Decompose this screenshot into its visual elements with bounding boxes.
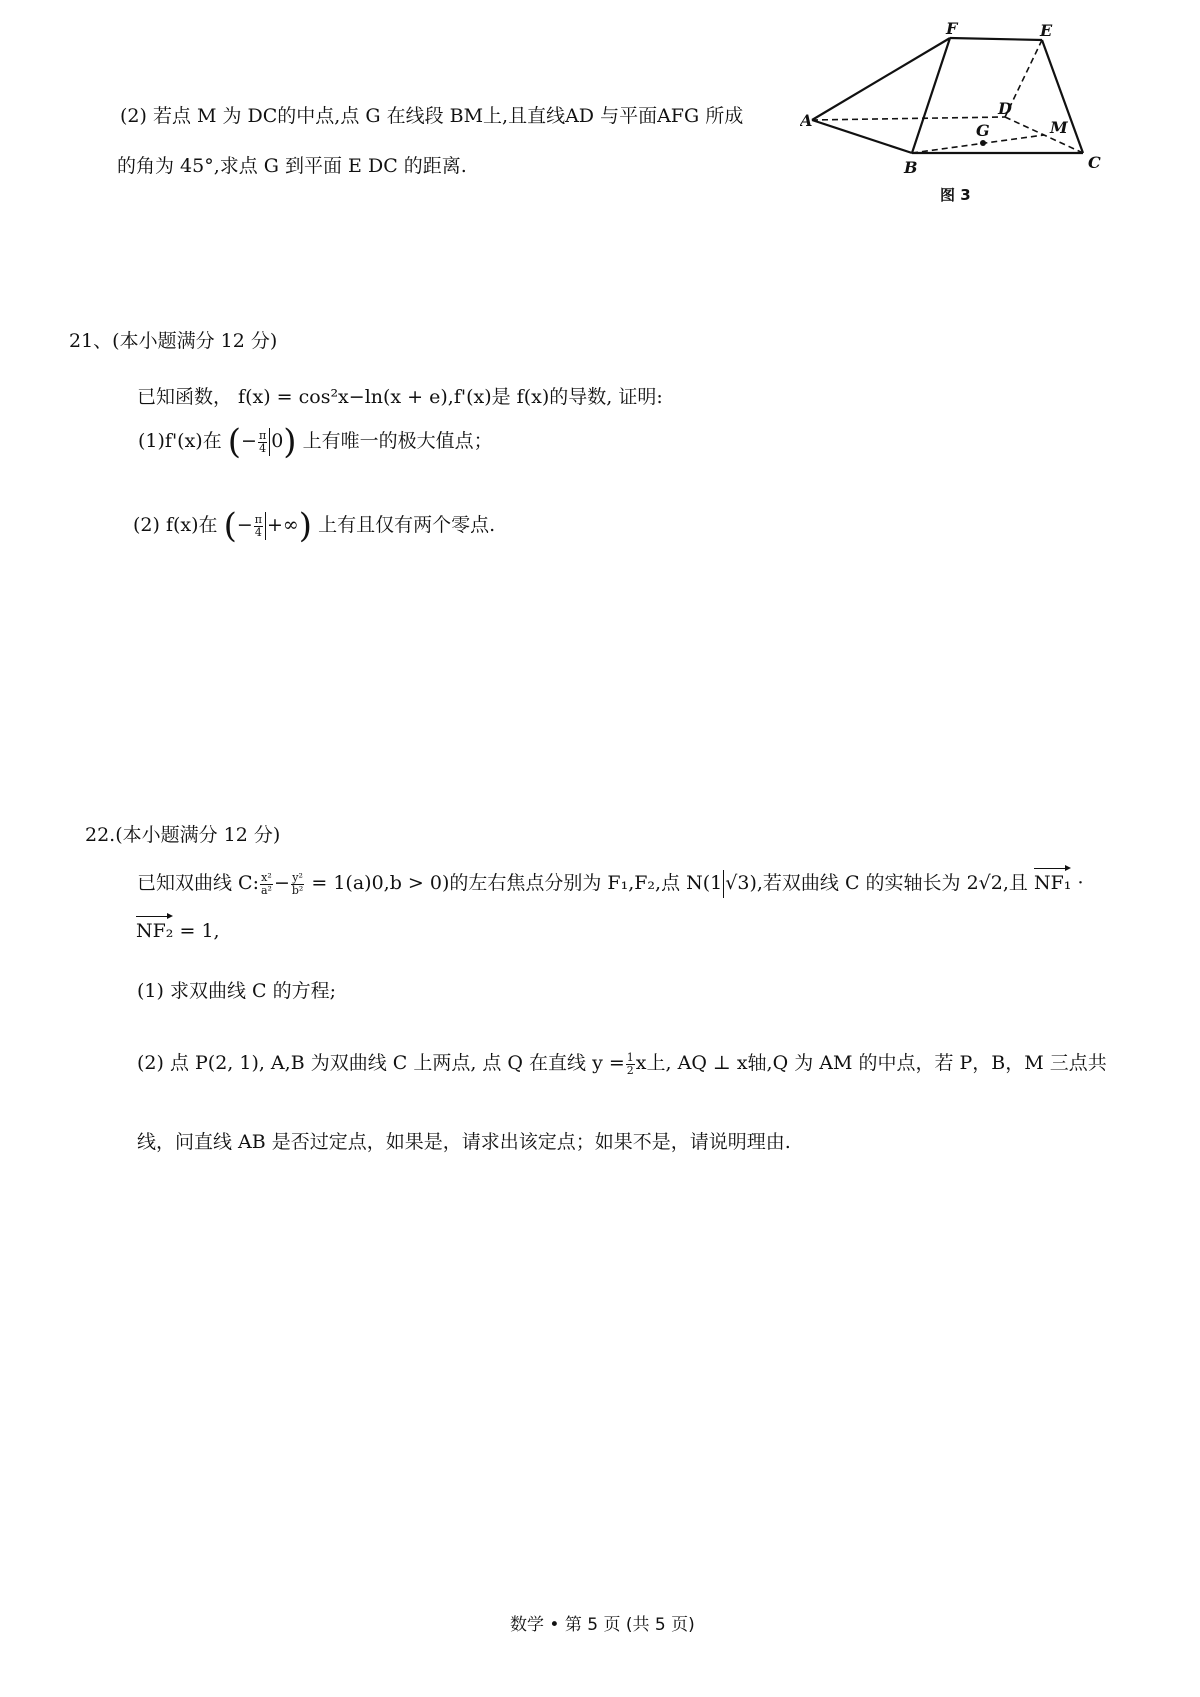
edge-AD [812,117,1005,120]
label-B: B [904,158,918,177]
left-paren: ( [223,506,237,546]
label-E: E [1040,21,1053,40]
q21-part2-end: +∞ [267,514,299,536]
edge-AF [812,38,950,120]
q20-part2-line1: (2) 若点 M 为 DC的中点,点 G 在线段 BM上,且直线AD 与平面AFG 所成 [120,105,744,127]
q21-part1-fraction [258,430,267,454]
q21-part1: (1)f'(x)在 (− $\frac{\pi}{4}$ 0) 上有唯一的极大值点； [138,422,493,462]
frac-num: π [254,512,262,526]
q22-part2-line1: (2) 点 P(2, 1), A,B 为双曲线 C 上两点, 点 Q 在直线 y = $\frac{1}{2}$ x上, AQ ⊥ x轴,Q 为 AM 的中点，若 P，B，M 三点共 [137,1050,1107,1077]
one-half: $\frac{1}{2}$ [626,1050,634,1077]
q21-header: 21、(本小题满分 12 分) [69,330,278,352]
q22-intro-line1: 已知双曲线 C: $\frac{\text{x²}}{\text{a²}}$ − $\frac{\text{y²}}{\text{b²}}$ = 1(a)0,b > 0)的左右焦点分别为 F₁,F₂,点 N(1 √3),若双曲线 C 的实轴长为 2√2,且 NF₁ · [137,866,1083,898]
edge-AB [812,120,912,153]
q21-intro: 已知函数， f(x) = cos²x−ln(x + e),f'(x)是 f(x)的导数, 证明: [137,386,663,408]
q22-part1: (1) 求双曲线 C 的方程; [137,980,336,1002]
q21-part1-suffix: 上有唯一的极大值点； [302,430,493,452]
q20-part2-line2: 的角为 45°,求点 G 到平面 E DC 的距离. [117,155,467,177]
page-footer: 数学 • 第 5 页 (共 5 页) [510,1615,695,1635]
right-paren: ) [298,506,313,546]
label-M: M [1050,118,1068,137]
q21-part2-suffix: 上有且仅有两个零点. [318,514,496,536]
label-F: F [946,20,958,38]
point-G [980,140,986,146]
right-paren: ) [283,422,297,462]
q21-part2: (2) f(x)在 (− $\frac{\pi}{4}$ +∞) 上有且仅有两个零点. [133,506,496,546]
frac-den: 4 [259,441,267,455]
edge-FE [950,38,1042,40]
q22-header: 22.(本小题满分 12 分) [85,824,281,846]
frac-num: π [258,428,267,442]
label-A: A [800,111,813,130]
figure-caption: 图 3 [940,186,971,204]
q21-part1-end: 0 [271,430,284,452]
q21-part2-prefix: (2) f(x)在 [133,514,218,536]
label-D: D [998,99,1012,118]
interval-separator [265,512,266,540]
label-C: C [1088,153,1101,172]
q21-part2-fraction [254,514,263,538]
q22-intro-line2: NF₂ = 1, [136,914,220,942]
label-G: G [976,121,990,140]
q22-part2-line2: 线，问直线 AB 是否过定点，如果是，请求出该定点；如果不是，请说明理由. [137,1131,791,1153]
left-paren: ( [227,422,242,462]
x2-over-a2: $\frac{\text{x²}}{\text{a²}}$ [260,870,272,897]
vector-NF1: NF₁ [1034,866,1071,894]
frac-den: 4 [254,525,262,539]
edge-FB [912,38,950,153]
figure-3-diagram [800,20,1130,210]
vector-NF2: NF₂ [136,914,173,942]
y2-over-b2: $\frac{\text{y²}}{\text{b²}}$ [291,870,304,897]
q21-part1-prefix: (1)f'(x)在 [138,430,222,452]
